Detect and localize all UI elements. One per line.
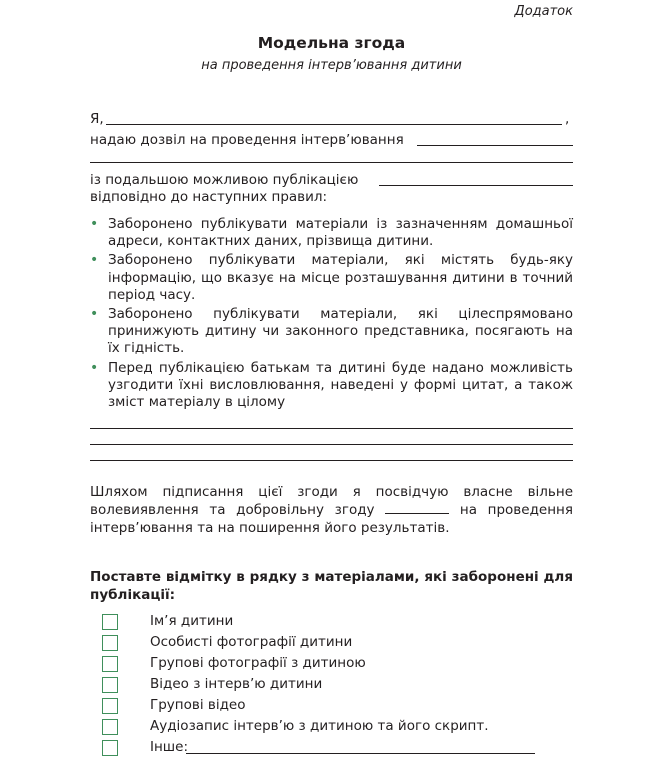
rules-intro: відповідно до наступних правил: <box>90 189 328 205</box>
checkbox[interactable] <box>102 698 118 714</box>
name-field-line[interactable] <box>106 124 562 125</box>
extra-rule-line[interactable] <box>90 460 573 461</box>
bullet-icon: • <box>90 359 99 376</box>
interview-field-line-2[interactable] <box>90 162 573 163</box>
document-subtitle: на проведення інтерв’ювання дитини <box>201 58 462 73</box>
consent-text: надаю дозвіл на проведення інтерв’ювання <box>90 132 404 148</box>
publication-text: із подальшою можливою публікацією <box>90 172 359 188</box>
name-comma: , <box>565 111 570 127</box>
bullet-icon: • <box>90 306 99 323</box>
rule-item: • Заборонено публікувати матеріали із зазначенням домашньої адреси, контактних даних, прізвища дитини. <box>90 216 573 250</box>
rule-item: • Перед публікацією батькам та дитині буде надано можливість узгодити їхні висловлювання, наведені у формі цитат, а також зміст матеріалу в цілому <box>90 359 573 411</box>
declaration-blank-line[interactable] <box>385 501 449 514</box>
checkbox[interactable] <box>102 635 118 651</box>
i-label: Я, <box>90 111 104 127</box>
checkbox[interactable] <box>102 656 118 672</box>
rules-list <box>90 216 573 413</box>
declaration-paragraph: Шляхом підписання цієї згоди я посвідчую власне вільне волевиявлення та добровільну згоду на проведення інтерв’ювання та на поширення його результатів. <box>90 484 573 536</box>
checkbox[interactable] <box>102 740 118 756</box>
checkbox[interactable] <box>102 719 118 735</box>
rule-item: • Заборонено публікувати матеріали, які цілеспрямовано принижують дитину чи законного представника, посягають на їх гідність. <box>90 306 573 357</box>
bullet-icon: • <box>90 216 99 232</box>
extra-rule-line[interactable] <box>90 428 573 429</box>
publication-field-line[interactable] <box>379 185 573 186</box>
rule-item: • Заборонено публікувати матеріали, які містять будь-яку інформацію, що вказує на місце розташування дитини в точний період часу. <box>90 252 573 303</box>
checkbox[interactable] <box>102 677 118 693</box>
annex-label: Додаток <box>514 4 573 19</box>
interview-field-line[interactable] <box>417 145 573 146</box>
bullet-icon: • <box>90 252 99 269</box>
document-title: Модельна згода <box>257 34 406 52</box>
checkbox[interactable] <box>102 614 118 630</box>
checklist-question: Поставте відмітку в рядку з матеріалами, які заборонені для публікації: <box>90 569 573 603</box>
consent-form-page: Додаток Модельна згода на проведення інтерв’ювання дитини Я, , надаю дозвіл на проведення інтерв’ювання із подальшою можливою публікацією відповідно до наступних правил: • Заборонено публікувати матеріали із зазначенням домашньої адреси, контактних даних, прізвища дитини. • Заборонено публікувати матеріали, які містять будь-яку інформацію, що вказує на місце розташування дитини в точний період часу. • Заборонено публікувати матеріали, які цілеспрямовано принижують дитину чи законного представника, посягають на їх гідність. • Перед публікацією батькам та дитині буде надано можливість узгодити їхні висловлювання, наведені у формі цитат, а також зміст матеріалу в цілому Шляхом підписання цієї згоди я посвідчую власне вільне волевиявлення та добровільну згоду на проведення інтерв’ювання та на поширення його результатів. Поставте відмітку в рядку з матеріалами, які заборонені для публікації: Ім’я дитини Особисті фотографії дитини Групові фотографії з дитиною Відео з інтерв’ю дитини Групові відео Аудіозапис інтерв’ю з дитиною та його скрипт. Інше: <box>0 0 663 770</box>
other-field-line[interactable] <box>186 753 535 754</box>
extra-rule-line[interactable] <box>90 444 573 445</box>
